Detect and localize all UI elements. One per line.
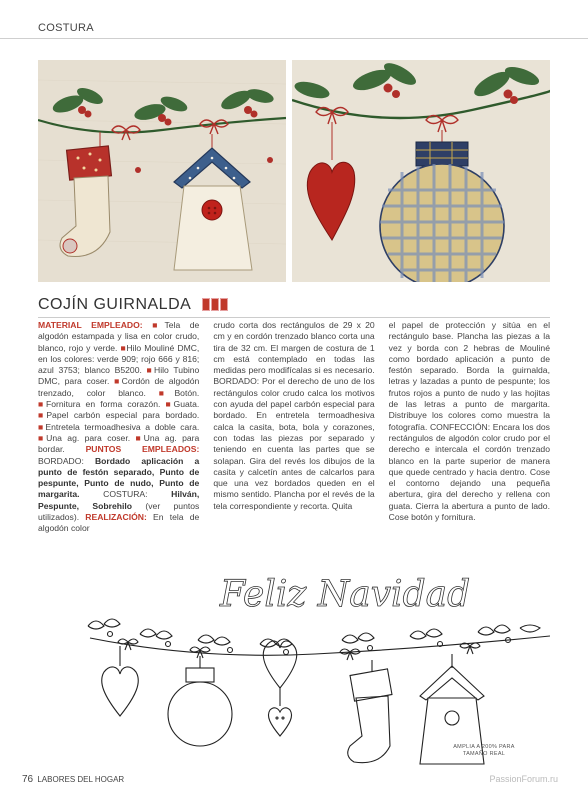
section-label: COSTURA: [38, 22, 94, 34]
bullet-square: ■: [38, 421, 46, 432]
column-2: [213, 320, 374, 552]
material-item: Una ag. para coser.: [46, 432, 136, 443]
title-divider: [38, 317, 550, 318]
material-item: Botón.: [174, 387, 200, 398]
material-item: Fornitura en forma corazón.: [45, 399, 166, 410]
material-item: Tela de algodón estampada y lisa en color crudo, blanco, rojo y verde.: [38, 320, 200, 353]
column-2-text: crudo corta dos rectángulos de 29 x 20 cm y en cordón trenzado blanco corta una tira de 32 cm. El margen de costura de 1 cm está contemplado en todas las medidas pero modifícalas si es necesario. BORDADO: Por el derecho de uno de los rectángulos color crudo calca los motivos con ayuda del papel carbón especial para bordado. En entretela termoadhesiva calca la casita, bota, bola y corazones, con todas las piezas por separado y teniendo en cuenta las partes que se solapan. Gira del revés los dibujos de la casita y calcetín antes de calcarlos para que una vez bordados queden en el mismo sentido. Plancha por el revés de la tela correspondiente y recorta. Quita: [213, 320, 375, 511]
bullet-square: ■: [120, 342, 127, 353]
embroidery-pattern: [80, 556, 550, 776]
bullet-square: ■: [114, 376, 122, 387]
photo-garland-stocking-house: [38, 60, 286, 282]
page-number: 76: [22, 774, 34, 785]
page-footer: [22, 774, 124, 785]
material-item: Hilo Mouliné DMC, en los colores: verde 909; rojo 666 y 816; azul 3753; blanco B5200.: [38, 342, 200, 376]
material-item: Entretela termoadhesiva a doble cara.: [45, 421, 200, 432]
magazine-name: LABORES DEL HOGAR: [37, 775, 125, 784]
bullet-square: ■: [152, 320, 165, 330]
bullet-square: ■: [146, 365, 155, 376]
instructions-body: [38, 320, 550, 552]
scale-note-line2: TAMAÑO REAL: [462, 751, 506, 757]
scale-note: [440, 744, 528, 758]
material-label: MATERIAL EMPLEADO:: [38, 320, 143, 330]
watermark: PassionForum.ru: [489, 774, 558, 784]
article-title-row: [38, 296, 550, 316]
column-1: [38, 320, 199, 552]
header-divider: [0, 38, 588, 39]
bullet-square: ■: [165, 399, 174, 410]
article-title: COJÍN GUIRNALDA: [38, 296, 192, 313]
realizacion-text: En tela de algodón color: [38, 512, 200, 534]
material-item: Cordón de algodón trenzado, color blanco.: [38, 376, 200, 398]
bullet-square: ■: [38, 399, 46, 410]
material-item: Hilo Tubino DMC, para coser.: [38, 365, 200, 387]
difficulty-indicator: [202, 298, 228, 311]
realizacion-label: REALIZACIÓN:: [85, 512, 147, 523]
puntos-costura-prefix: COSTURA:: [79, 489, 172, 500]
puntos-bordado: Bordado aplicación a punto de festón separado, Punto de pespunte, Punto de nudo, Punto de margarita.: [38, 455, 200, 500]
bullet-square: ■: [38, 432, 47, 443]
bullet-square: ■: [158, 387, 175, 398]
difficulty-block: [220, 298, 228, 311]
puntos-bordado-prefix: BORDADO:: [38, 455, 95, 466]
puntos-note: (ver puntos utilizados).: [38, 500, 200, 523]
pattern-script-text: Feliz Navidad: [220, 574, 471, 615]
column-3-text: el papel de protección y sitúa en el rectángulo base. Plancha las piezas a la vez y borda con 2 hebras de Mouliné como bordado aplicación a punto de festón separado. Borda la guirnalda, letras y lazadas a punto de pespunte; los frutos rojos a punto de nudo y las hojitas de las letras a punto de margarita. Distribuye los colores como muestra la fotografía. CONFECCIÓN: Encara los dos rectángulos de algodón color crudo por el derecho e intercala el cordón trenzado blanco en la parte superior de manera que quede centrado y hacia dentro. Cose el contorno dejando una pequeña abertura, gira del derecho y rellena con guata. Cierra la abertura a punto de lado. Cose botón y fornitura.: [388, 320, 550, 523]
scale-note-line1: AMPLIA A 200% PARA: [453, 744, 515, 750]
material-item: Papel carbón especial para bordado.: [46, 410, 200, 421]
puntos-costura: Hilván, Pespunte, Sobrehilo: [38, 489, 200, 511]
bullet-square: ■: [38, 410, 47, 421]
difficulty-block: [202, 298, 210, 311]
column-3: [389, 320, 550, 552]
photo-heart-ornament: [292, 60, 550, 282]
material-item: Guata.: [173, 399, 200, 410]
bullet-square: ■: [135, 432, 144, 443]
material-list: [38, 320, 199, 454]
material-item: Una ag. para bordar.: [38, 432, 200, 455]
puntos-label: PUNTOS EMPLEADOS:: [85, 444, 200, 455]
difficulty-block: [211, 298, 219, 311]
